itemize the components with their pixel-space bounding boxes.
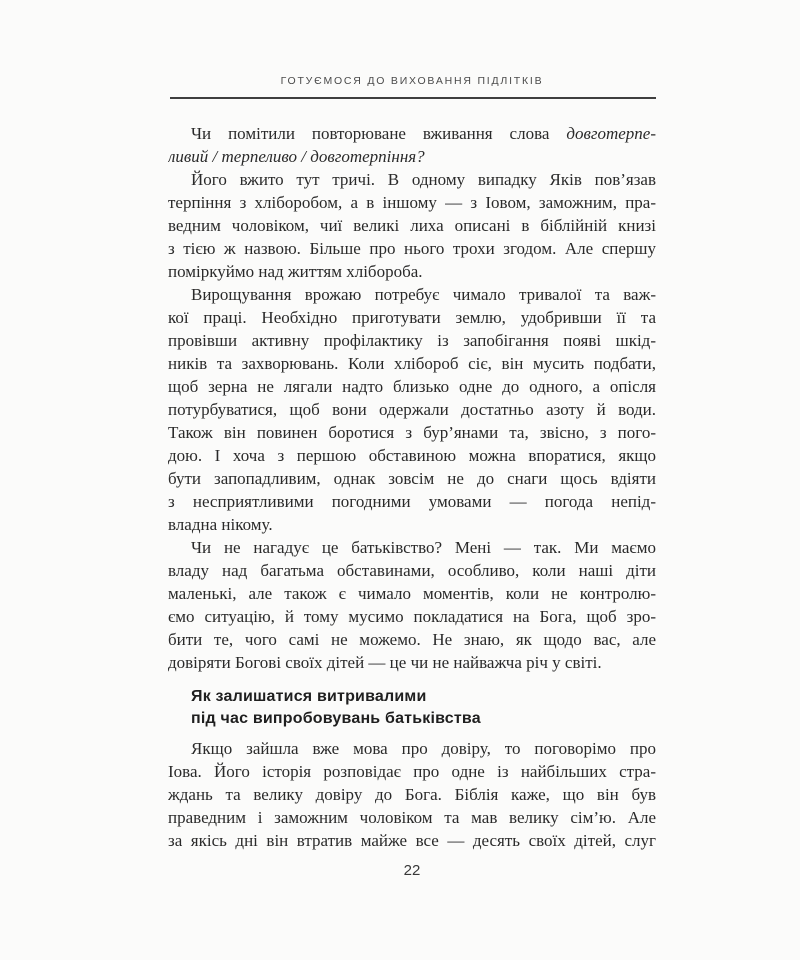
running-header-title: ГОТУЄМОСЯ ДО ВИХОВАННЯ ПІДЛІТКІВ (280, 75, 544, 87)
text-line: ємо ситуацію, й тому мусимо покладатися на Бога, щоб зро- (168, 607, 656, 626)
paragraph (168, 737, 656, 852)
section-heading (168, 686, 656, 730)
header-divider (170, 97, 656, 99)
heading-line: під час випробовувань батьківства (191, 710, 481, 727)
text-line: терпіння з хліборобом, а в іншому — з Іовом, заможним, пра- (168, 193, 656, 212)
text-line: Чи помітили повторюване вживання слова довготерпе- (191, 124, 656, 143)
text-line: владна нікому. (168, 515, 273, 534)
text-line: маленькі, але також є чимало моментів, коли не контролю- (168, 584, 656, 603)
heading-line: Як залишатися витривалими (191, 688, 427, 705)
text-line: бити те, чого самі не можемо. Не знаю, як щодо вас, але (168, 630, 656, 649)
text-line: ведним чоловіком, чиї великі лиха описані в біблійній книзі (168, 216, 656, 235)
text-line: праведним і заможним чоловіком та мав велику сім’ю. Але (168, 808, 656, 827)
text-line: провівши активну профілактику із запобігання появі шкід- (168, 331, 656, 350)
paragraph (168, 283, 656, 536)
text-line: за якісь дні він втратив майже все — десять своїх дітей, слуг (168, 831, 656, 850)
page-number: 22 (403, 862, 421, 879)
paragraph (168, 168, 656, 283)
text-line: Його вжито тут тричі. В одному випадку Яків пов’язав (191, 170, 656, 189)
text-column-body (168, 122, 656, 852)
text-line: довіряти Богові своїх дітей — це чи не найважча річ у світі. (168, 653, 602, 672)
text-line: бути запопадливим, однак зовсім не до снаги щось вдіяти (168, 469, 656, 488)
text-line: Чи не нагадує це батьківство? Мені — так. Ми маємо (191, 538, 656, 557)
paragraph (168, 122, 656, 168)
text-line: кої праці. Необхідно приготувати землю, удобривши її та (168, 308, 656, 327)
text-line: щоб зерна не лягали надто близько одне до одного, а опісля (168, 377, 656, 396)
text-line: ників та захворювань. Коли хлібороб сіє, він мусить подбати, (168, 354, 656, 373)
text-line: Вирощування врожаю потребує чимало тривалої та важ- (191, 285, 656, 304)
text-line: поміркуймо над життям хлібороба. (168, 262, 423, 281)
text-line: ливий / терпеливо / довготерпіння? (168, 147, 425, 166)
text-line: потурбуватися, щоб вони одержали достатньо азоту й води. (168, 400, 656, 419)
text-line: Якщо зайшла вже мова про довіру, то поговорімо про (191, 739, 656, 758)
text-line: ждань та велику довіру до Бога. Біблія каже, що він був (168, 785, 656, 804)
paragraph (168, 536, 656, 674)
text-line: дою. І хоча з першою обставиною можна впоратися, якщо (168, 446, 656, 465)
text-line: владу над багатьма обставинами, особливо, коли наші діти (168, 561, 656, 580)
text-line: Також він повинен боротися з бур’янами та, звісно, з пого- (168, 423, 656, 442)
text-line: з несприятливими погодними умовами — погода непід- (168, 492, 656, 511)
text-line: Іова. Його історія розповідає про одне із найбільших стра- (168, 762, 656, 781)
text-line: з тією ж назвою. Більше про нього трохи згодом. Але спершу (168, 239, 656, 258)
